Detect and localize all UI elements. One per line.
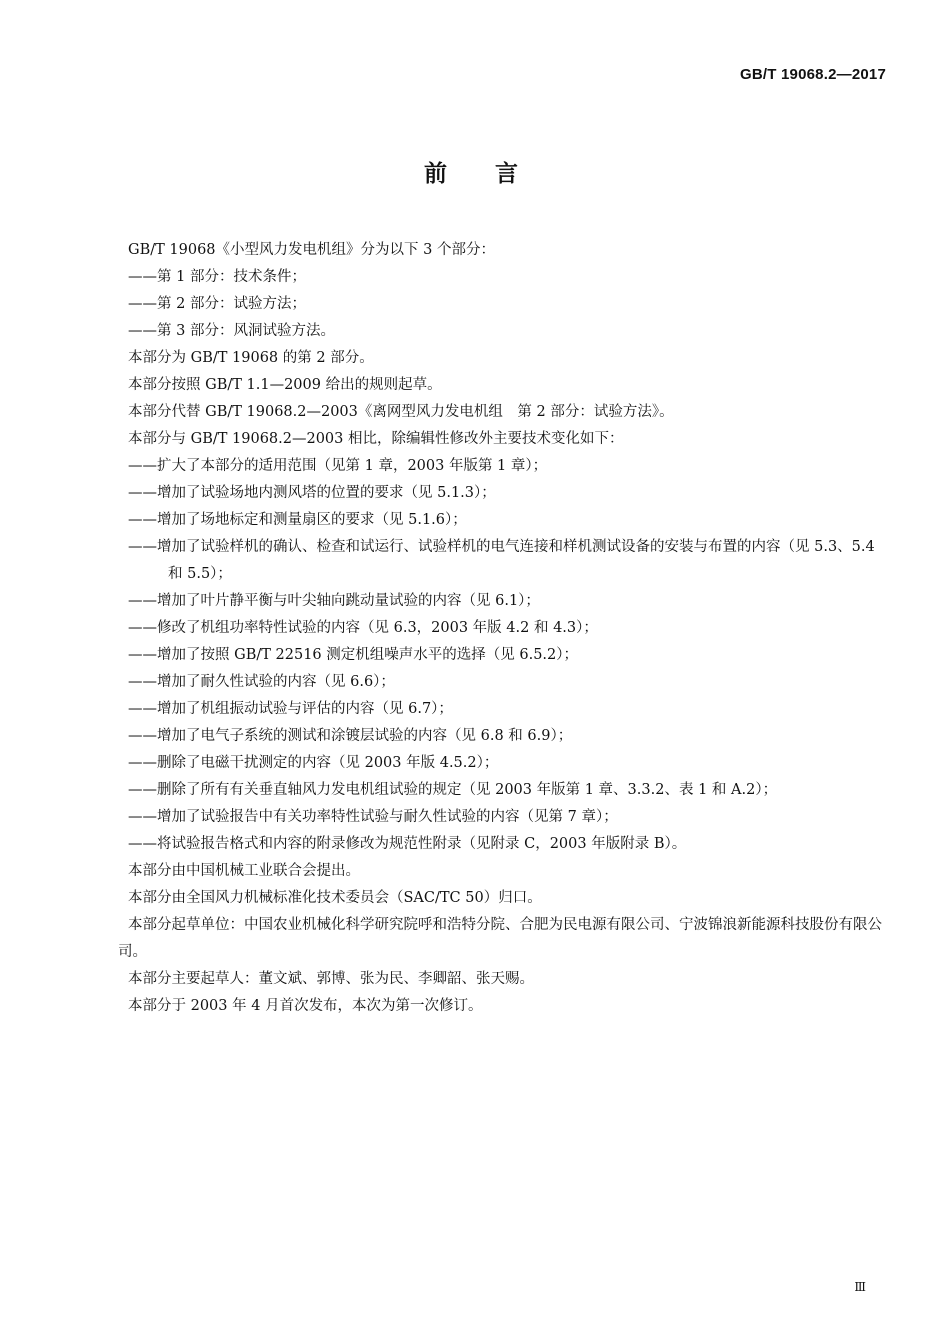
- standard-code-header: GB/T 19068.2—2017: [740, 66, 886, 83]
- list-item: ——增加了耐久性试验的内容（见 6.6）；: [128, 674, 395, 690]
- list-item: ——增加了试验场地内测风塔的位置的要求（见 5.1.3）；: [128, 485, 496, 501]
- page-title: 前言: [424, 161, 566, 187]
- paragraph: GB/T 19068《小型风力发电机组》分为以下 3 个部分：: [128, 242, 495, 258]
- paragraph: 本部分代替 GB/T 19068.2—2003《离网型风力发电机组 第 2 部分：试验方法》。: [128, 404, 674, 420]
- list-item: ——第 2 部分：试验方法；: [128, 296, 306, 312]
- page-number: Ⅲ: [854, 1280, 866, 1294]
- list-item: ——增加了场地标定和测量扇区的要求（见 5.1.6）；: [128, 512, 467, 528]
- list-item: ——将试验报告格式和内容的附录修改为规范性附录（见附录 C，2003 年版附录 B）。: [128, 836, 687, 852]
- foreword-body: [118, 237, 886, 1020]
- list-item: ——增加了机组振动试验与评估的内容（见 6.7）；: [128, 701, 453, 717]
- paragraph: 本部分由中国机械工业联合会提出。: [128, 863, 360, 879]
- list-item: ——增加了试验报告中有关功率特性试验与耐久性试验的内容（见第 7 章）；: [128, 809, 618, 825]
- list-item: ——修改了机组功率特性试验的内容（见 6.3，2003 年版 4.2 和 4.3）；: [128, 620, 598, 636]
- paragraph: 本部分为 GB/T 19068 的第 2 部分。: [128, 350, 374, 366]
- list-item: ——扩大了本部分的适用范围（见第 1 章，2003 年版第 1 章）；: [128, 458, 548, 474]
- list-item: ——增加了按照 GB/T 22516 测定机组噪声水平的选择（见 6.5.2）；: [128, 647, 579, 663]
- paragraph: 本部分于 2003 年 4 月首次发布，本次为第一次修订。: [128, 998, 483, 1014]
- list-item: ——删除了电磁干扰测定的内容（见 2003 年版 4.5.2）；: [128, 755, 499, 771]
- list-item: ——增加了试验样机的确认、检查和试运行、试验样机的电气连接和样机测试设备的安装与布置的内容（见 5.3、5.4 和 5.5）；: [128, 539, 875, 582]
- paragraph: 本部分与 GB/T 19068.2—2003 相比，除编辑性修改外主要技术变化如下：: [128, 431, 624, 447]
- list-item: ——删除了所有有关垂直轴风力发电机组试验的规定（见 2003 年版第 1 章、3.3.2、表 1 和 A.2）；: [128, 782, 778, 798]
- paragraph: 本部分按照 GB/T 1.1—2009 给出的规则起草。: [128, 377, 442, 393]
- paragraph: 本部分主要起草人：董文斌、郭博、张为民、李卿韶、张天赐。: [128, 971, 534, 987]
- list-item: ——增加了电气子系统的测试和涂镀层试验的内容（见 6.8 和 6.9）；: [128, 728, 573, 744]
- paragraph: 本部分由全国风力机械标准化技术委员会（SAC/TC 50）归口。: [128, 890, 542, 906]
- list-item: ——增加了叶片静平衡与叶尖轴向跳动量试验的内容（见 6.1）；: [128, 593, 540, 609]
- paragraph: 本部分起草单位：中国农业机械化科学研究院呼和浩特分院、合肥为民电源有限公司、宁波锦浪新能源科技股份有限公司。: [118, 917, 882, 960]
- list-item: ——第 3 部分：风洞试验方法。: [128, 323, 335, 339]
- list-item: ——第 1 部分：技术条件；: [128, 269, 306, 285]
